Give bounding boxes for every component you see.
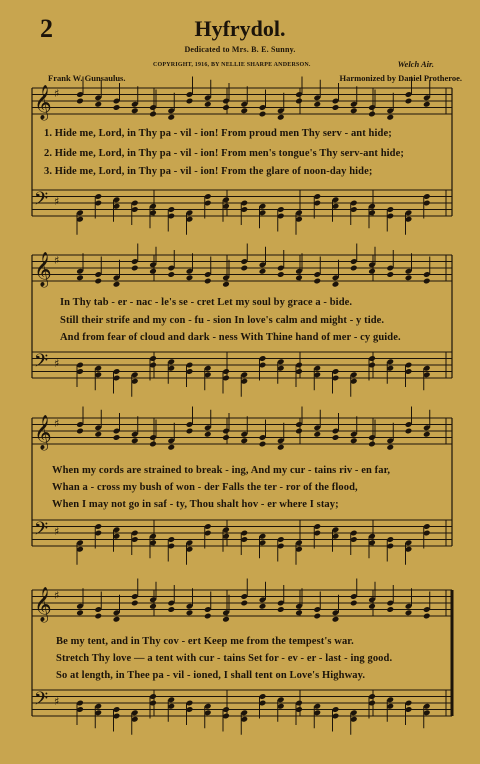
note-head xyxy=(186,609,194,616)
arranger-credit: Harmonized by Daniel Protheroe. xyxy=(339,73,462,83)
lyric-line-system-4-verse-1: Be my tent, and in Thy cov - ert Keep me from the tempest's war. xyxy=(56,636,354,647)
note-head xyxy=(167,114,175,121)
note-head xyxy=(222,281,230,288)
treble-clef-icon: 𝄞 xyxy=(34,587,52,622)
note-head xyxy=(240,107,248,114)
note-head xyxy=(368,441,376,448)
note-head xyxy=(313,431,321,438)
note-head xyxy=(186,428,194,435)
note-head xyxy=(113,104,121,111)
key-signature-sharp-icon: ♯ xyxy=(54,695,60,708)
note-head xyxy=(204,278,212,285)
note-head xyxy=(350,107,358,114)
key-signature-sharp-icon: ♯ xyxy=(54,525,60,538)
key-signature-sharp-icon: ♯ xyxy=(54,254,60,267)
note-head xyxy=(332,104,340,111)
note-head xyxy=(113,281,121,288)
note-head xyxy=(167,444,175,451)
lyric-line-system-1-verse-3: 3. Hide me, Lord, in Thy pa - vil - ion! From the glare of noon-day hide; xyxy=(44,166,373,177)
note-head xyxy=(204,613,212,620)
note-head xyxy=(405,609,413,616)
lyric-line-system-4-verse-2: Stretch Thy love — a tent with cur - tains Set for - ev - er - last - ing good. xyxy=(56,653,393,664)
hymn-title: Hyfrydol. xyxy=(194,16,286,41)
note-head xyxy=(131,600,139,607)
treble-clef-icon: 𝄞 xyxy=(34,252,52,287)
note-head xyxy=(222,434,230,441)
bass-clef-icon: 𝄢 xyxy=(34,189,49,214)
note-head xyxy=(113,616,121,623)
key-signature-sharp-icon: ♯ xyxy=(54,357,60,370)
author-credit: Frank W. Gunsaulus. xyxy=(48,73,126,83)
note-head xyxy=(332,616,340,623)
note-head xyxy=(186,274,194,281)
lyric-line-system-4-verse-3: So at length, in Thee pa - vil - ioned, I shall tent on Love's Highway. xyxy=(56,670,366,681)
note-head xyxy=(423,613,431,620)
note-head xyxy=(259,441,267,448)
note-head xyxy=(423,278,431,285)
key-signature-sharp-icon: ♯ xyxy=(54,87,60,100)
note-head xyxy=(295,428,303,435)
bass-clef-icon: 𝄢 xyxy=(34,351,49,376)
note-head xyxy=(222,616,230,623)
bass-clef-icon: 𝄢 xyxy=(34,689,49,714)
lyric-line-system-2-verse-2: Still their strife and my con - fu - sion In love's calm and might - y tide. xyxy=(60,315,385,326)
note-head xyxy=(277,444,285,451)
note-head xyxy=(240,437,248,444)
note-head xyxy=(94,101,102,108)
note-head xyxy=(222,104,230,111)
note-head xyxy=(131,107,139,114)
note-head xyxy=(350,265,358,272)
note-head xyxy=(259,603,267,610)
lyric-line-system-2-verse-3: And from fear of cloud and dark - ness With Thine hand of mer - cy guide. xyxy=(60,332,401,343)
note-head xyxy=(131,437,139,444)
note-head xyxy=(295,274,303,281)
note-head xyxy=(405,274,413,281)
note-head xyxy=(240,600,248,607)
note-head xyxy=(423,431,431,438)
note-head xyxy=(313,278,321,285)
note-head xyxy=(149,603,157,610)
key-signature-sharp-icon: ♯ xyxy=(54,589,60,602)
note-head xyxy=(186,98,194,105)
note-head xyxy=(240,265,248,272)
note-head xyxy=(259,111,267,118)
note-head xyxy=(332,434,340,441)
copyright-notice: COPYRIGHT, 1916, BY NELLIE SHARPE ANDERSON. xyxy=(153,62,311,68)
note-head xyxy=(368,603,376,610)
note-head xyxy=(313,101,321,108)
note-head xyxy=(76,274,84,281)
lyric-line-system-3-verse-2: Whan a - cross my bush of won - der Falls the ter - ror of the flood, xyxy=(52,482,358,493)
lyric-line-system-2-verse-1: In Thy tab - er - nac - le's se - cret Let my soul by grace a - bide. xyxy=(60,297,353,308)
note-head xyxy=(386,114,394,121)
note-head xyxy=(277,271,285,278)
note-head xyxy=(405,428,413,435)
note-head xyxy=(259,268,267,275)
note-head xyxy=(313,613,321,620)
tune-origin: Welch Air. xyxy=(397,59,434,69)
lyric-line-system-3-verse-1: When my cords are strained to break - ing, And my cur - tains riv - en far, xyxy=(52,465,391,476)
note-head xyxy=(368,268,376,275)
treble-clef-icon: 𝄞 xyxy=(34,85,52,120)
note-head xyxy=(405,98,413,105)
note-head xyxy=(204,101,212,108)
note-head xyxy=(149,268,157,275)
note-head xyxy=(94,431,102,438)
note-head xyxy=(386,271,394,278)
key-signature-sharp-icon: ♯ xyxy=(54,417,60,430)
key-signature-sharp-icon: ♯ xyxy=(54,195,60,208)
note-head xyxy=(149,441,157,448)
note-head xyxy=(131,265,139,272)
note-head xyxy=(423,101,431,108)
note-head xyxy=(167,606,175,613)
note-head xyxy=(94,278,102,285)
lyric-line-system-3-verse-3: When I may not go in saf - ty, Thou shalt hov - er where I stay; xyxy=(52,499,339,510)
lyric-line-system-1-verse-2: 2. Hide me, Lord, in Thy pa - vil - ion! From men's tongue's Thy serv-ant hide; xyxy=(44,148,404,159)
note-head xyxy=(386,606,394,613)
note-head xyxy=(350,437,358,444)
note-head xyxy=(76,428,84,435)
note-head xyxy=(332,281,340,288)
note-head xyxy=(76,609,84,616)
note-head xyxy=(350,600,358,607)
note-head xyxy=(149,111,157,118)
treble-clef-icon: 𝄞 xyxy=(34,415,52,450)
dedication: Dedicated to Mrs. B. E. Sunny. xyxy=(184,45,296,54)
note-head xyxy=(386,444,394,451)
note-head xyxy=(277,606,285,613)
note-head xyxy=(167,271,175,278)
note-head xyxy=(76,98,84,105)
note-head xyxy=(277,114,285,121)
bass-clef-icon: 𝄢 xyxy=(34,519,49,544)
note-head xyxy=(113,434,121,441)
note-head xyxy=(295,609,303,616)
lyric-line-system-1-verse-1: 1. Hide me, Lord, in Thy pa - vil - ion! From proud men Thy serv - ant hide; xyxy=(44,128,392,139)
hymn-number: 2 xyxy=(40,14,53,43)
note-head xyxy=(368,111,376,118)
note-head xyxy=(94,613,102,620)
note-head xyxy=(204,431,212,438)
note-head xyxy=(295,98,303,105)
